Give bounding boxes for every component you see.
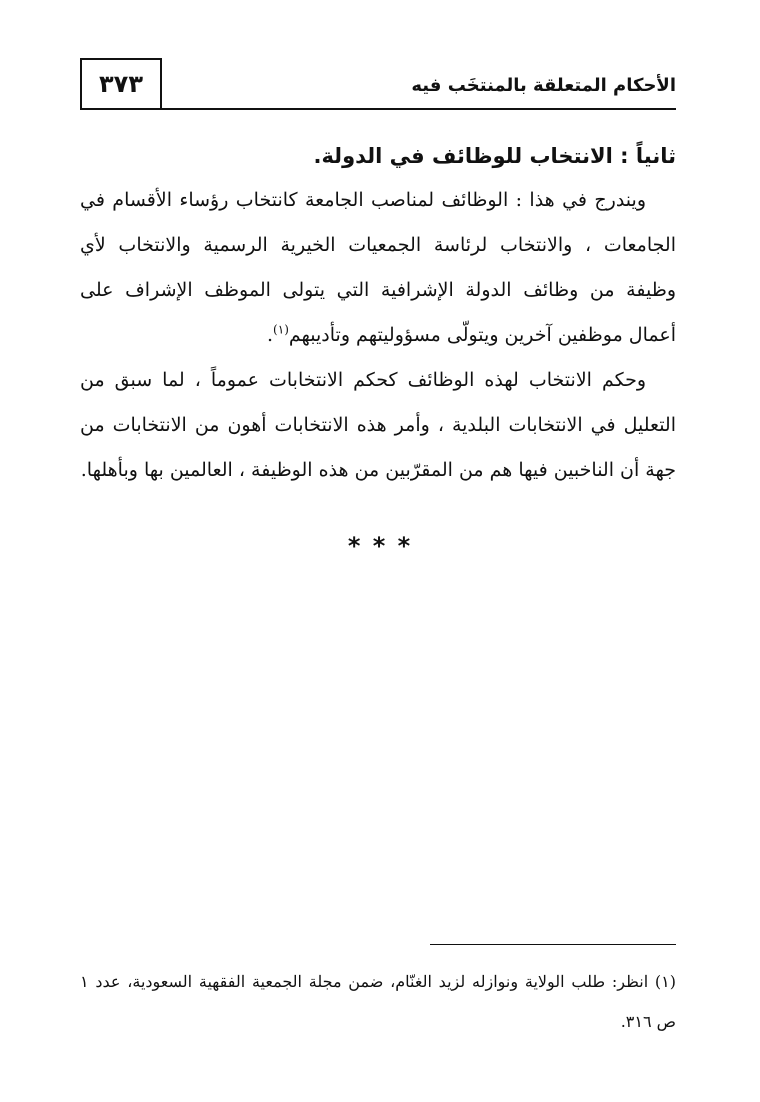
body-text [80,178,676,493]
footnote-reference: (١) [273,322,289,337]
section-heading: ثانياً : الانتخاب للوظائف في الدولة. [313,144,676,168]
paragraph: وحكم الانتخاب لهذه الوظائف كحكم الانتخابات عموماً ، لما سبق من التعليل في الانتخابات البلدية ، وأمر هذه الانتخابات أهون من الانتخابات من جهة أن الناخبين فيها هم من المقرّبين من هذه الوظيفة ، العالمين بها وبأهلها. [80,369,676,481]
paragraph-text: ويندرج في هذا : الوظائف لمناصب الجامعة كانتخاب رؤساء الأقسام في الجامعات ، والانتخاب لرئاسة الجمعيات الخيرية الرسمية والانتخاب لأي وظيفة من وظائف الدولة الإشرافية التي يتولى الموظف الإشراف على أعمال موظفين آخرين ويتولّى مسؤوليتهم وتأديبهم [80,189,676,346]
section-separator: * * * [347,532,413,560]
footnote-divider [430,944,676,945]
running-header [162,58,676,110]
running-title: الأحكام المتعلقة بالمنتخَب فيه [411,75,676,96]
page-number: ٣٧٣ [80,58,162,110]
paragraph-end: . [267,324,274,346]
paragraph [80,178,676,358]
footnote: (١) انظر: طلب الولاية ونوازله لزيد الغنّام، ضمن مجلة الجمعية الفقهية السعودية، عدد ١ ص ٣١٦. [80,972,676,1031]
footnotes [80,962,676,1042]
